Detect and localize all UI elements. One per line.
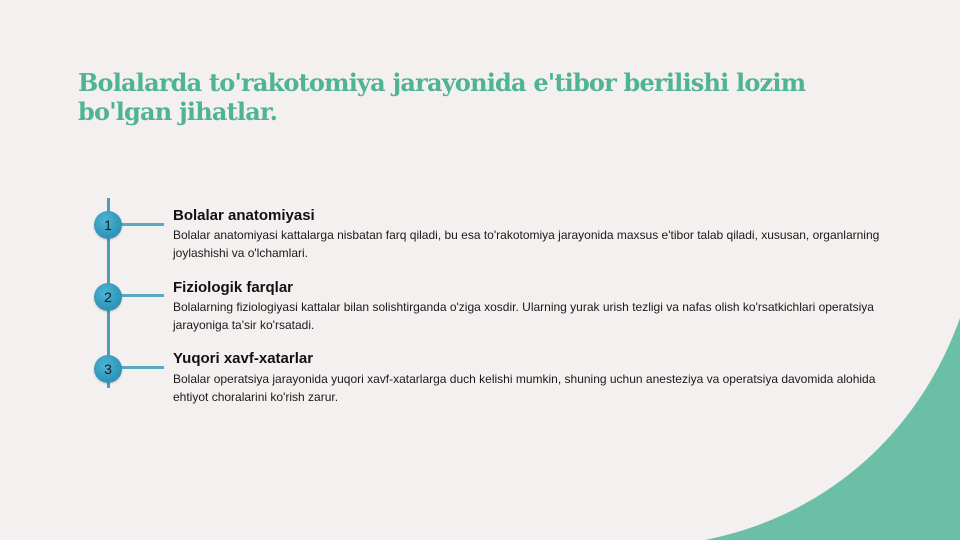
step-description-3: Bolalar operatsiya jarayonida yuqori xavf-xatarlarga duch kelishi mumkin, shuning uchun anesteziya va operatsiya davomida alohida ehtiyot choralarini ko'rish zarur.	[173, 372, 876, 404]
step-heading-1: Bolalar anatomiyasi	[173, 207, 315, 224]
step-number-badge-1: 1	[94, 211, 122, 239]
step-number-badge-2: 2	[94, 283, 122, 311]
slide-title: Bolalarda to'rakotomiya jarayonida e'tibor berilishi lozim bo'lgan jihatlar.	[78, 68, 806, 126]
step-heading-2: Fiziologik farqlar	[173, 279, 294, 296]
step-number-badge-3: 3	[94, 355, 122, 383]
step-description-1: Bolalar anatomiyasi kattalarga nisbatan farq qiladi, bu esa to'rakotomiya jarayonida maxsus e'tibor talab qiladi, xususan, organlarning joylashishi va o'lchamlari.	[173, 228, 880, 260]
corner-shape-fill	[705, 318, 960, 540]
step-heading-3: Yuqori xavf-xatarlar	[173, 350, 314, 367]
step-description-2: Bolalarning fiziologiyasi kattalar bilan solishtirganda o'ziga xosdir. Ularning yurak urish tezligi va nafas olish ko'rsatkichlari operatsiya jarayoniga ta'sir ko'rsatadi.	[173, 300, 874, 332]
